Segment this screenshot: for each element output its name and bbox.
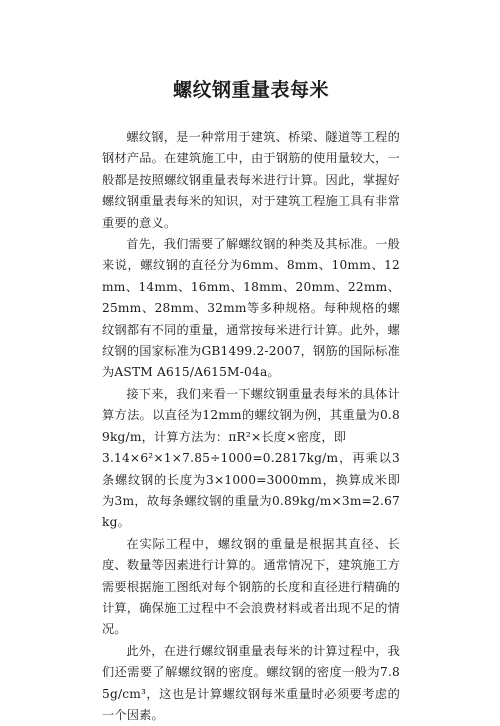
calculation-formula-text: 3.14×6²×1×7.85÷1000=0.2817kg/m，再乘以3条螺纹钢的长度为3×1000=3000mm，换算成米即为3m，故每条螺纹钢的重量为0.89kg/m×3m=2.67kg。 (102, 451, 400, 530)
document-title: 螺纹钢重量表每米 (172, 79, 329, 101)
paragraph-types-standards: 首先，我们需要了解螺纹钢的种类及其标准。一般来说，螺纹钢的直径分为6mm、8mm、10mm、12mm、14mm、16mm、18mm、20mm、22mm、25mm、28mm、32mm等多种规格。每种规格的螺纹钢都有不同的重量，通常按每米进行计算。此外，螺纹钢的国家标准为GB1499.2-2007，钢筋的国际标准为ASTM A615/A615M-04a。 (102, 237, 400, 380)
paragraph-practical-engineering: 在实际工程中，螺纹钢的重量是根据其直径、长度、数量等因素进行计算的。通常情况下，建筑施工方需要根据施工图纸对每个钢筋的长度和直径进行精确的计算，确保施工过程中不会浪费材料或者出现不足的情况。 (102, 536, 400, 637)
paragraph-intro: 螺纹钢，是一种常用于建筑、桥梁、隧道等工程的钢材产品。在建筑施工中，由于钢筋的使用量较大，一般都是按照螺纹钢重量表每米进行计算。因此，掌握好螺纹钢重量表每米的知识，对于建筑工程施工具有非常重要的意义。 (102, 130, 400, 230)
paragraph-density: 此外，在进行螺纹钢重量表每米的计算过程中，我们还需要了解螺纹钢的密度。螺纹钢的密度一般为7.85g/cm³，这也是计算螺纹钢每米重量时必须要考虑的一个因素。 (102, 643, 400, 722)
calculation-intro-text: 接下来，我们来看一下螺纹钢重量表每米的具体计算方法。以直径为12mm的螺纹钢为例，其重量为0.89kg/m，计算方法为：πR²×长度×密度，即 (102, 386, 400, 444)
paragraph-calculation-method (102, 384, 400, 534)
